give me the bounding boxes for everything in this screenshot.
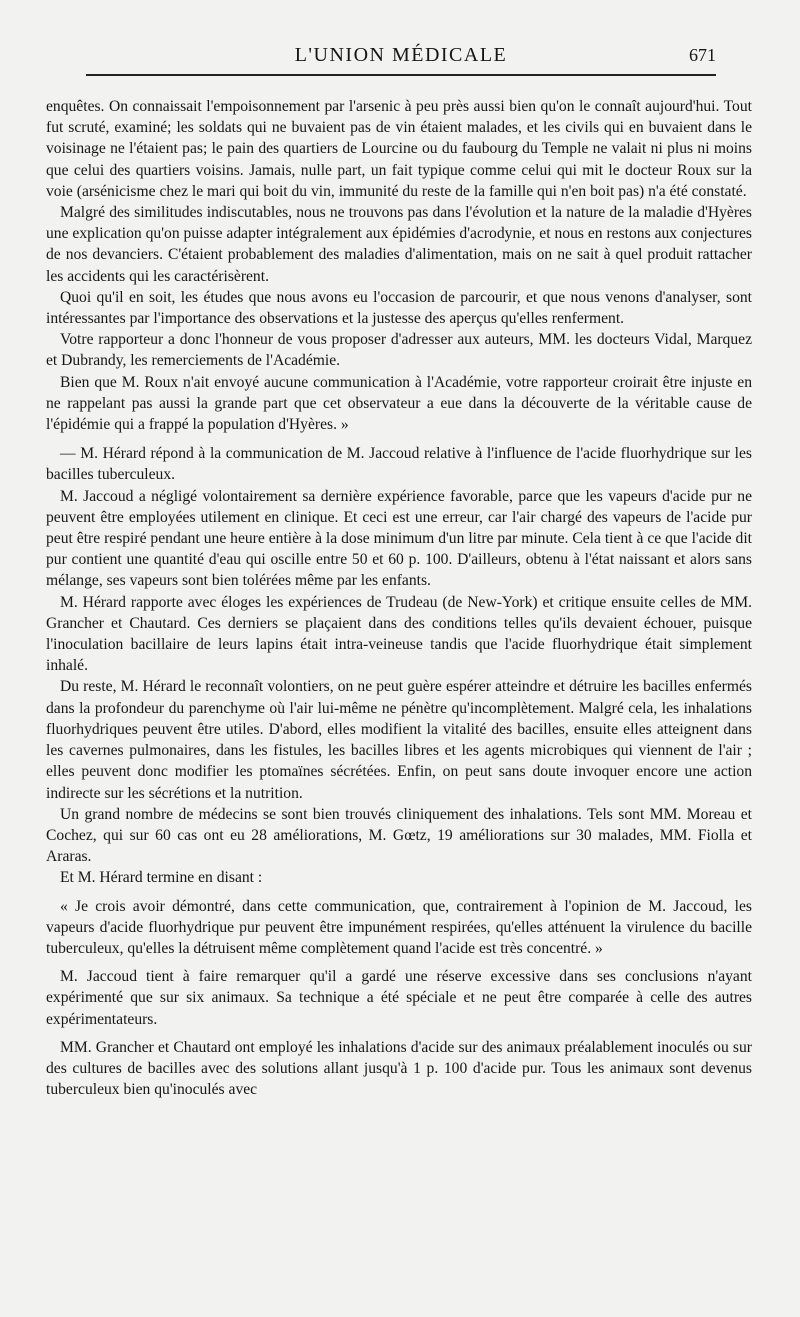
paragraph: M. Jaccoud tient à faire remarquer qu'il a gardé une réserve excessive dans ses conclusions n'ayant expérimenté que sur six animaux. Sa technique a été spéciale et ne peut être comparée à celle des autres expérimentateurs. [46, 968, 752, 1028]
paragraph-gap [46, 1030, 752, 1037]
paragraph: MM. Grancher et Chautard ont employé les inhalations d'acide sur des animaux préalablement inoculés ou sur des cultures de bacilles avec des solutions allant jusqu'à 1 p. 100 d'acide pur. Tous les animaux sont devenus tuberculeux bien qu'inoculés avec [46, 1038, 752, 1099]
page-number: 671 [689, 45, 716, 65]
paragraph-gap [46, 435, 752, 443]
paragraph: Malgré des similitudes indiscutables, nous ne trouvons pas dans l'évolution et la nature de la maladie d'Hyères une explication qu'on puisse adapter intégralement aux épidémies d'acrodynie, et nous en restons aux conjectures de nos devanciers. C'étaient probablement des maladies d'alimentation, mais on ne sait à quel produit rattacher les accidents qui les caractérisèrent. [46, 204, 752, 285]
paragraph: Du reste, M. Hérard le reconnaît volontiers, on ne peut guère espérer atteindre et détruire les bacilles enfermés dans la profondeur du parenchyme où l'air lui-même ne pénètre qu'incomplètement. Malgré cela, les inhalations fluorhydriques peuvent être utiles. D'abord, elles modifient la vitalité des bacilles, ensuite elles atteignent dans les cavernes pulmonaires, dans les fistules, les bacilles libres et les agents microbiques qui viennent de l'air ; elles peuvent donc modifier les ptomaïnes sécrétées. Enfin, on peut sans doute invoquer encore une action indirecte sur les sécrétions et la nutrition. [46, 678, 752, 802]
paragraph: M. Jaccoud a négligé volontairement sa dernière expérience favorable, parce que les vapeurs d'acide pur ne peuvent être employées utilement en clinique. Et ceci est une erreur, car l'air chargé des vapeurs de l'acide pur peut être respiré pendant une heure entière à la dose minimum d'un litre par minute. Cela tient à ce que l'acide dit pur contient une quantité d'eau qui oscille entre 50 et 60 p. 100. D'ailleurs, obtenu à l'état naissant et alors sans mélange, ses vapeurs sont bien tolérées même par les enfants. [46, 487, 752, 590]
paragraph: — M. Hérard répond à la communication de M. Jaccoud relative à l'influence de l'acide fluorhydrique sur les bacilles tuberculeux. [46, 445, 752, 484]
paragraph: Quoi qu'il en soit, les études que nous avons eu l'occasion de parcourir, et que nous venons d'analyser, sont intéressantes par l'importance des observations et la justesse des aperçus qu'elles renferment. [46, 288, 752, 328]
paragraph: Un grand nombre de médecins se sont bien trouvés cliniquement des inhalations. Tels sont MM. Moreau et Cochez, qui sur 60 cas ont eu 28 améliorations, M. Gœtz, 19 améliorations sur 30 malades, MM. Fiolla et Araras. [46, 805, 752, 866]
quoted-paragraph: « Je crois avoir démontré, dans cette communication, que, contrairement à l'opinion de M. Jaccoud, les vapeurs d'acide fluorhydrique pur peuvent être impunément respirées, qu'elles atténuent la virulence du bacille tuberculeux, qu'elles la détruisent même complètement quand l'acide est très concentré. » [46, 897, 752, 957]
journal-title: L'UNION MÉDICALE [294, 44, 508, 66]
paragraph: M. Hérard rapporte avec éloges les expériences de Trudeau (de New-York) et critique ensuite celles de MM. Grancher et Chautard. Ces derniers se plaçaient dans des conditions telles qu'ils devaient échouer, puisque l'inoculation bacillaire de leurs lapins était intra-veineuse tandis que l'acide fluorhydrique était simplement inhalé. [46, 593, 752, 675]
article-body [46, 96, 752, 1100]
paragraph-gap [46, 889, 752, 896]
paragraph: Votre rapporteur a donc l'honneur de vous proposer d'adresser aux auteurs, MM. les docteurs Vidal, Marquez et Dubrandy, les remerciements de l'Académie. [46, 331, 752, 370]
paragraph: Et M. Hérard termine en disant : [60, 869, 263, 887]
paragraph: enquêtes. On connaissait l'empoisonnement par l'arsenic à peu près aussi bien qu'on le connaît aujourd'hui. Tout fut scruté, examiné; les soldats qui ne buvaient pas de vin étaient malades, et les civils qui en buvaient dans le voisinage ne l'étaient pas; le pain des quartiers de Lourcine ou du faubourg du Temple ne valait ni plus ni moins que celui des quartiers voisins. Jamais, nulle part, un fait typique comme celui qui mit le docteur Roux sur la voie (arsénicisme chez le mari qui boit du vin, immunité du reste de la famille qui n'en boit pas) n'a été constaté. [46, 98, 752, 200]
paragraph-gap [46, 959, 752, 966]
paragraph: Bien que M. Roux n'ait envoyé aucune communication à l'Académie, votre rapporteur croirait être injuste en ne rappelant pas aussi la grande part que cet observateur a eue dans la découverte de la véritable cause de l'épidémie qui a frappé la population d'Hyères. » [46, 373, 752, 434]
running-header [86, 40, 716, 76]
